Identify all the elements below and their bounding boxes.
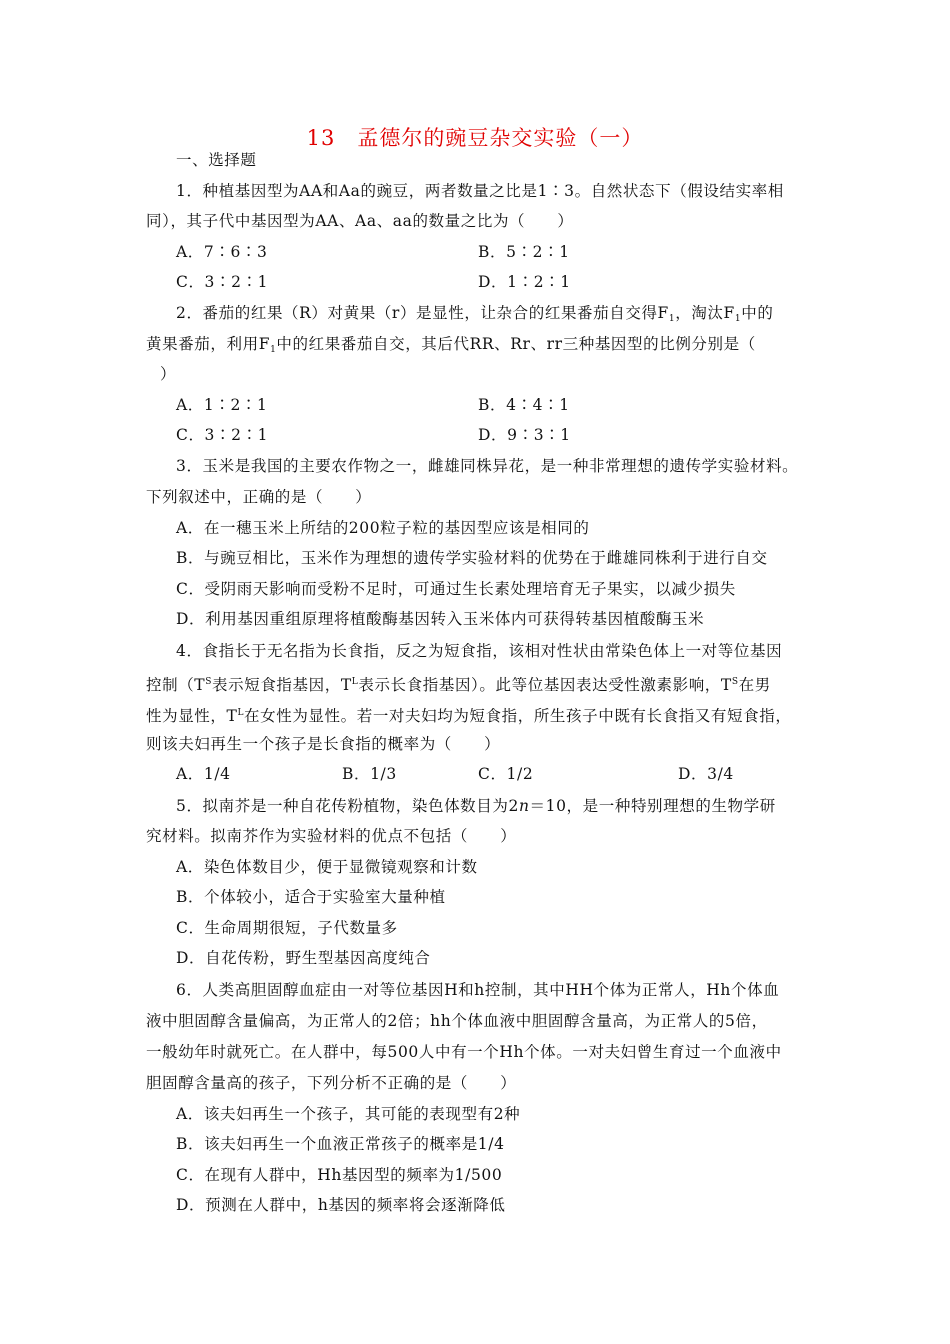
q1-option-d: D．1∶2∶1 <box>478 273 571 291</box>
page-title <box>0 122 950 152</box>
q4-option-b: B．1/3 <box>342 765 397 783</box>
q2-stem-line1: 2．番茄的红果（R）对黄果（r）是显性，让杂合的红果番茄自交得$F_1$，淘汰$F_1$中的 <box>176 304 774 324</box>
q5-stem-line2: 究材料。拟南芥作为实验材料的优点不包括（ ） <box>146 827 517 845</box>
q2-option-c: C．3∶2∶1 <box>176 426 269 444</box>
q4-stem-line2: 控制（$T^S$表示短食指基因，$T^L$表示长食指基因）。此等位基因表达受性激素影响，$T^S$在男 <box>146 676 771 694</box>
q3-option-d: D．利用基因重组原理将植酸酶基因转入玉米体内可获得转基因植酸酶玉米 <box>176 610 705 628</box>
title-number: 13 <box>306 126 336 150</box>
q2-option-d: D．9∶3∶1 <box>478 426 571 444</box>
q3-option-b: B．与豌豆相比，玉米作为理想的遗传学实验材料的优势在于雌雄同株利于进行自交 <box>176 549 768 567</box>
q1-option-c: C．3∶2∶1 <box>176 273 269 291</box>
section-heading: 一、选择题 <box>176 151 257 169</box>
q3-stem-line1: 3．玉米是我国的主要农作物之一，雌雄同株异花，是一种非常理想的遗传学实验材料。 <box>176 457 799 475</box>
q5-option-b: B．个体较小，适合于实验室大量种植 <box>176 888 446 906</box>
q2-option-b: B．4∶4∶1 <box>478 396 570 414</box>
q1-stem-line2: 同），其子代中基因型为AA、Aa、aa的数量之比为（ ） <box>146 212 574 230</box>
q2-option-a: A．1∶2∶1 <box>176 396 268 414</box>
q6-option-a: A．该夫妇再生一个孩子，其可能的表现型有2种 <box>176 1105 521 1123</box>
q1-stem-line1: 1．种植基因型为AA和Aa的豌豆，两者数量之比是1∶3。自然状态下（假设结实率相 <box>176 182 784 200</box>
q6-stem-line3: 一般幼年时就死亡。在人群中，每500人中有一个Hh个体。一对夫妇曾生育过一个血液中 <box>146 1043 782 1061</box>
q2-stem-line2: 黄果番茄，利用$F_1$中的红果番茄自交，其后代RR、Rr、rr三种基因型的比例分别是（ <box>146 335 756 355</box>
q5-option-a: A．染色体数目少，便于显微镜观察和计数 <box>176 858 478 876</box>
q4-option-c: C．1/2 <box>478 765 534 783</box>
q5-option-d: D．自花传粉，野生型基因高度纯合 <box>176 949 431 967</box>
q3-option-c: C．受阴雨天影响而受粉不足时，可通过生长素处理培育无子果实，以减少损失 <box>176 580 736 598</box>
q6-stem-line1: 6．人类高胆固醇血症由一对等位基因H和h控制，其中HH个体为正常人，Hh个体血 <box>176 981 780 999</box>
q6-stem-line2: 液中胆固醇含量偏高，为正常人的2倍；hh个体血液中胆固醇含量高，为正常人的5倍， <box>146 1012 768 1030</box>
q1-option-a: A．7∶6∶3 <box>176 243 268 261</box>
q6-stem-line4: 胆固醇含量高的孩子，下列分析不正确的是（ ） <box>146 1074 517 1092</box>
q2-stem-line3: ） <box>160 365 177 383</box>
q6-option-d: D．预测在人群中，h基因的频率将会逐渐降低 <box>176 1196 506 1214</box>
q3-stem-line2: 下列叙述中，正确的是（ ） <box>146 488 372 506</box>
q6-option-c: C．在现有人群中，Hh基因型的频率为1/500 <box>176 1166 503 1184</box>
q5-option-c: C．生命周期很短，子代数量多 <box>176 919 398 937</box>
q4-option-a: A．1/4 <box>176 765 231 783</box>
q3-option-a: A．在一穗玉米上所结的200粒子粒的基因型应该是相同的 <box>176 519 590 537</box>
q4-stem-line1: 4．食指长于无名指为长食指，反之为短食指，该相对性状由常染色体上一对等位基因 <box>176 642 783 660</box>
q6-option-b: B．该夫妇再生一个血液正常孩子的概率是1/4 <box>176 1135 505 1153</box>
q4-stem-line3: 性为显性，$T^L$在女性为显性。若一对夫妇均为短食指，所生孩子中既有长食指又有短食指， <box>146 707 792 725</box>
q5-stem-line1: 5．拟南芥是一种自花传粉植物，染色体数目为2n＝10，是一种特别理想的生物学研 <box>176 797 776 815</box>
q4-option-d: D．3/4 <box>678 765 734 783</box>
q1-option-b: B．5∶2∶1 <box>478 243 570 261</box>
title-text: 孟德尔的豌豆杂交实验（一） <box>357 126 644 150</box>
q4-stem-line4: 则该夫妇再生一个孩子是长食指的概率为（ ） <box>146 735 501 753</box>
